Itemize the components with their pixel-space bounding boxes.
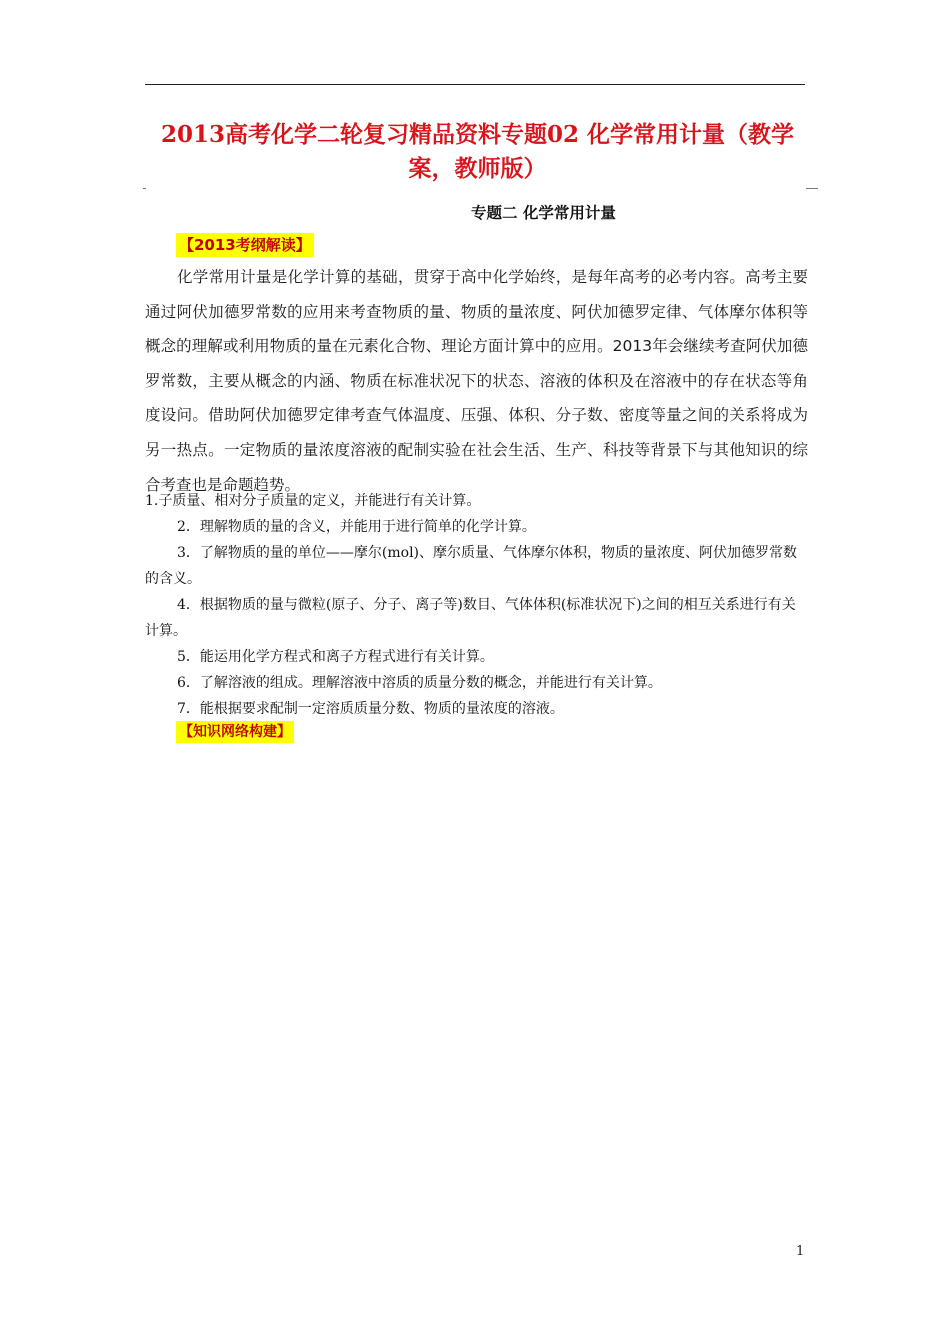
left-mark	[143, 188, 146, 189]
right-mark	[806, 188, 818, 189]
document-title: 2013高考化学二轮复习精品资料专题02 化学常用计量（教学案，教师版）	[160, 121, 795, 182]
intro-paragraph: 化学常用计量是化学计算的基础，贯穿于高中化学始终，是每年高考的必考内容。高考主要通过阿伏加德罗常数的应用来考查物质的量、物质的量浓度、阿伏加德罗定律、气体摩尔体积等概念的理解或利用物质的量在元素化合物、理论方面计算中的应用。2013年会继续考查阿伏加德罗常数，主要从概念的内涵、物质在标准状况下的状态、溶液的体积及在溶液中的存在状态等角度设问。借助阿伏加德罗定律考查气体温度、压强、体积、分子数、密度等量之间的关系将成为另一热点。一定物质的量浓度溶液的配制实验在社会生活、生产、科技等背景下与其他知识的综合考查也是命题趋势。	[145, 268, 808, 494]
objective-item: 2．理解物质的量的含义，并能用于进行简单的化学计算。	[177, 519, 536, 535]
header-rule	[145, 84, 805, 85]
objective-item: 6．了解溶液的组成。理解溶液中溶质的质量分数的概念，并能进行有关计算。	[177, 675, 662, 691]
objective-item: 5．能运用化学方程式和离子方程式进行有关计算。	[177, 649, 494, 665]
objectives-list	[145, 488, 805, 722]
objective-item: 4．根据物质的量与微粒(原子、分子、离子等)数目、气体体积(标准状况下)之间的相互关系进行有关计算。	[145, 597, 796, 639]
topic-heading: 专题二 化学常用计量	[471, 204, 616, 222]
knowledge-network-label: 【知识网络构建】	[176, 721, 294, 743]
exam-outline-label: 【2013考纲解读】	[176, 233, 314, 257]
objective-item: 1.子质量、相对分子质量的定义，并能进行有关计算。	[145, 493, 481, 509]
objective-item: 3．了解物质的量的单位——摩尔(mol)、摩尔质量、气体摩尔体积，物质的量浓度、阿伏加德罗常数的含义。	[145, 545, 798, 587]
page-number: 1	[796, 1244, 805, 1259]
objective-item: 7．能根据要求配制一定溶质质量分数、物质的量浓度的溶液。	[177, 701, 564, 717]
